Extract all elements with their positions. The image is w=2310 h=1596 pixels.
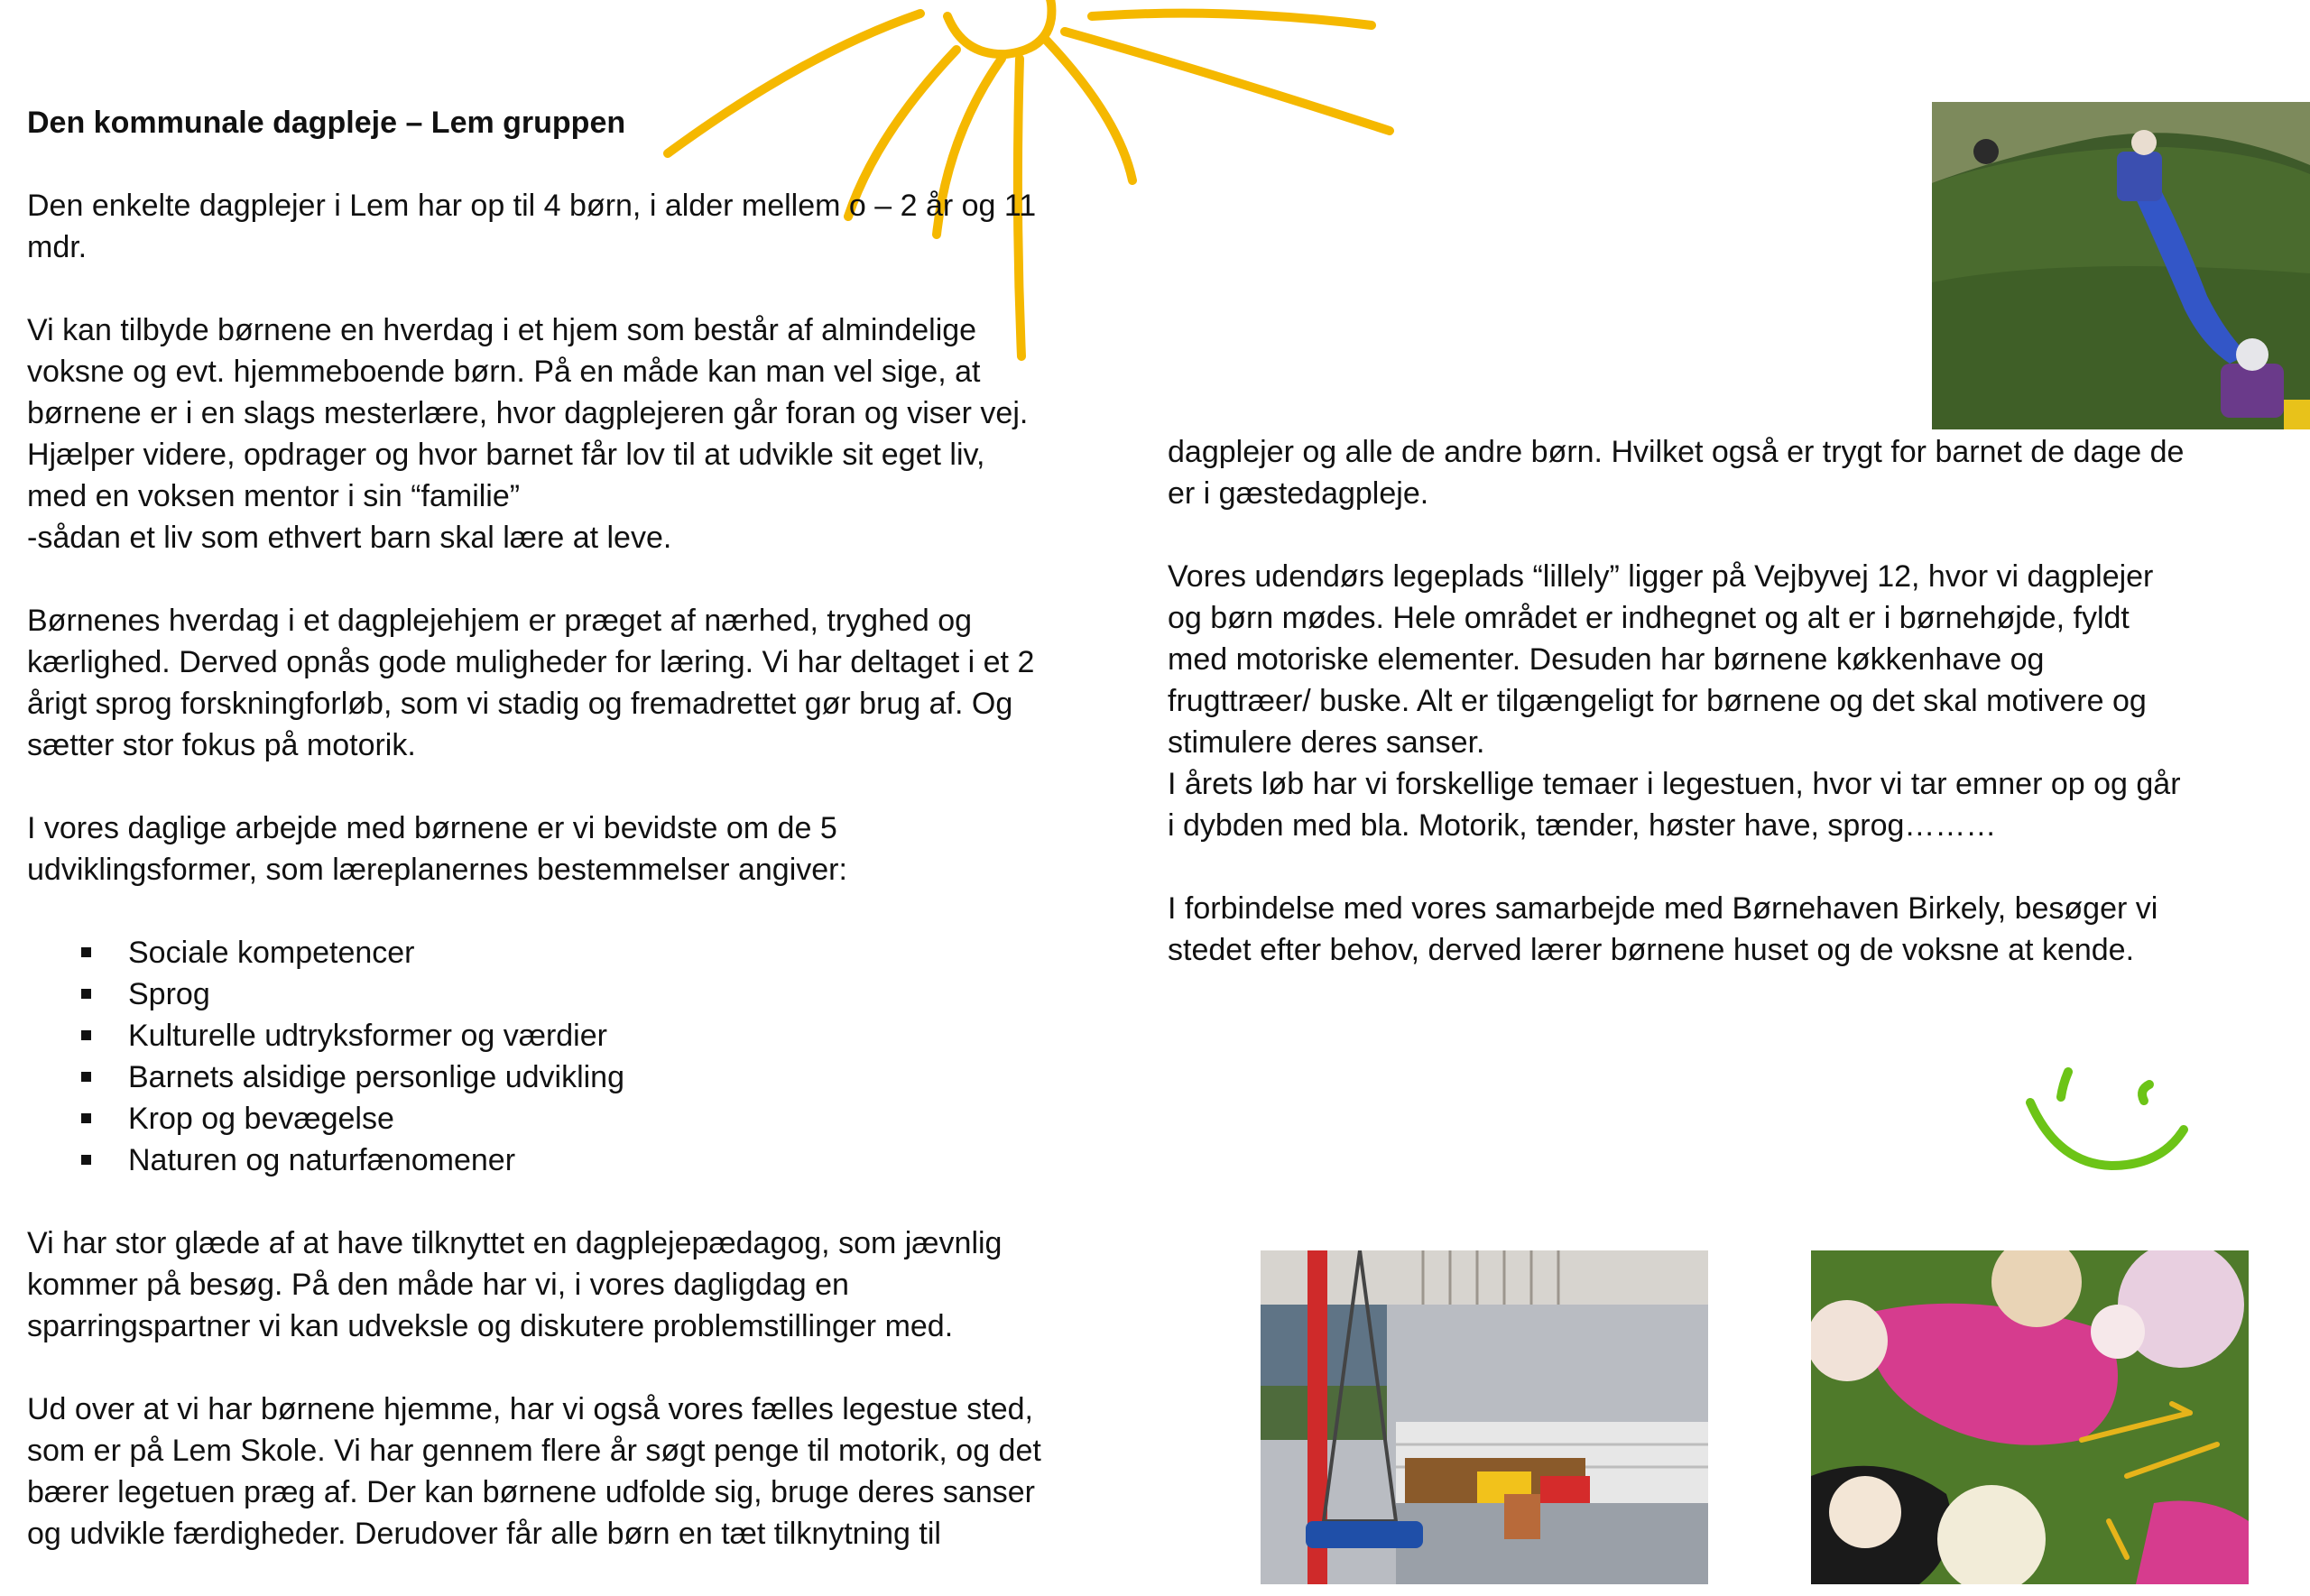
children-photo [1811,1250,2249,1584]
paragraph: Børnenes hverdag i et dagplejehjem er præget af nærhed, tryghed og kærlighed. Derved opnås gode muligheder for læring. Vi har deltaget i et 2 årigt sprog forskningforløb, som vi stadig og fremadrettet gør brug af. Og sætter stor fokus på motorik. [27,604,1035,762]
paragraph: Vi har stor glæde af at have tilknyttet en dagplejepædagog, som jævnlig kommer på besøg. På den måde har vi, i vores dagligdag en sparringspartner vi kan udveksle og diskutere problemstillinger med. [27,1226,1003,1343]
paragraph: dagplejer og alle de andre børn. Hvilket også er trygt for barnet de dage de er i gæstedagpleje. [1168,435,2185,511]
paragraph: I forbindelse med vores samarbejde med Børnehaven Birkely, besøger vi stedet efter behov, derved lærer børnene huset og de voksne at kende. [1168,891,2158,967]
bullet-list [27,932,1065,1181]
document-title: Den kommunale dagpleje – Lem gruppen [27,106,626,140]
right-column [1168,431,2223,1012]
bullet-item: Krop og bevægelse [81,1098,1065,1139]
bullet-item: Barnets alsidige personlige udvikling [81,1056,1065,1098]
playroom-photo [1261,1250,1708,1584]
paragraph: Den enkelte dagplejer i Lem har op til 4 børn, i alder mellem o – 2 år og 11 mdr. [27,189,1037,264]
bullet-item: Sociale kompetencer [81,932,1065,973]
left-column [27,102,1065,1596]
bullet-item: Sprog [81,973,1065,1015]
bullet-item: Naturen og naturfænomener [81,1139,1065,1181]
smiley-doodle-icon [2012,1047,2211,1191]
slide-photo [1932,102,2310,429]
paragraph: Ud over at vi har børnene hjemme, har vi også vores fælles legestue sted, som er på Lem Skole. Vi har gennem flere år søgt penge til motorik, og det bærer legetuen præg af. Der kan børnene udfolde sig, bruge deres sanser og udvikle færdigheder. Derudover får alle børn en tæt tilknytning til [27,1392,1041,1551]
paragraph: I vores daglige arbejde med børnene er vi bevidste om de 5 udviklingsformer, som læreplanernes bestemmelser angiver: [27,811,847,887]
bullet-item: Kulturelle udtryksformer og værdier [81,1015,1065,1056]
paragraph: Vi kan tilbyde børnene en hverdag i et hjem som består af almindelige voksne og evt. hjemmeboende børn. På en måde kan man vel sige, at børnene er i en slags mesterlære, hvor dagplejeren går foran og viser vej. Hjælper videre, opdrager og hvor barnet får lov til at udvikle sit eget liv, med en voksen mentor i sin “familie” -sådan et liv som ethvert barn skal lære at leve. [27,313,1029,555]
paragraph: Vores udendørs legeplads “lillely” ligger på Vejbyvej 12, hvor vi dagplejer og børn mødes. Hele området er indhegnet og alt er i børnehøjde, fyldt med motoriske elementer. Desuden har børnene køkkenhave og frugttræer/ buske. Alt er tilgængeligt for børnene og det skal motivere og stimulere deres sanser. I årets løb har vi forskellige temaer i legestuen, hvor vi tar emner op og går i dybden med bla. Motorik, tænder, høster have, sprog……… [1168,559,2181,843]
